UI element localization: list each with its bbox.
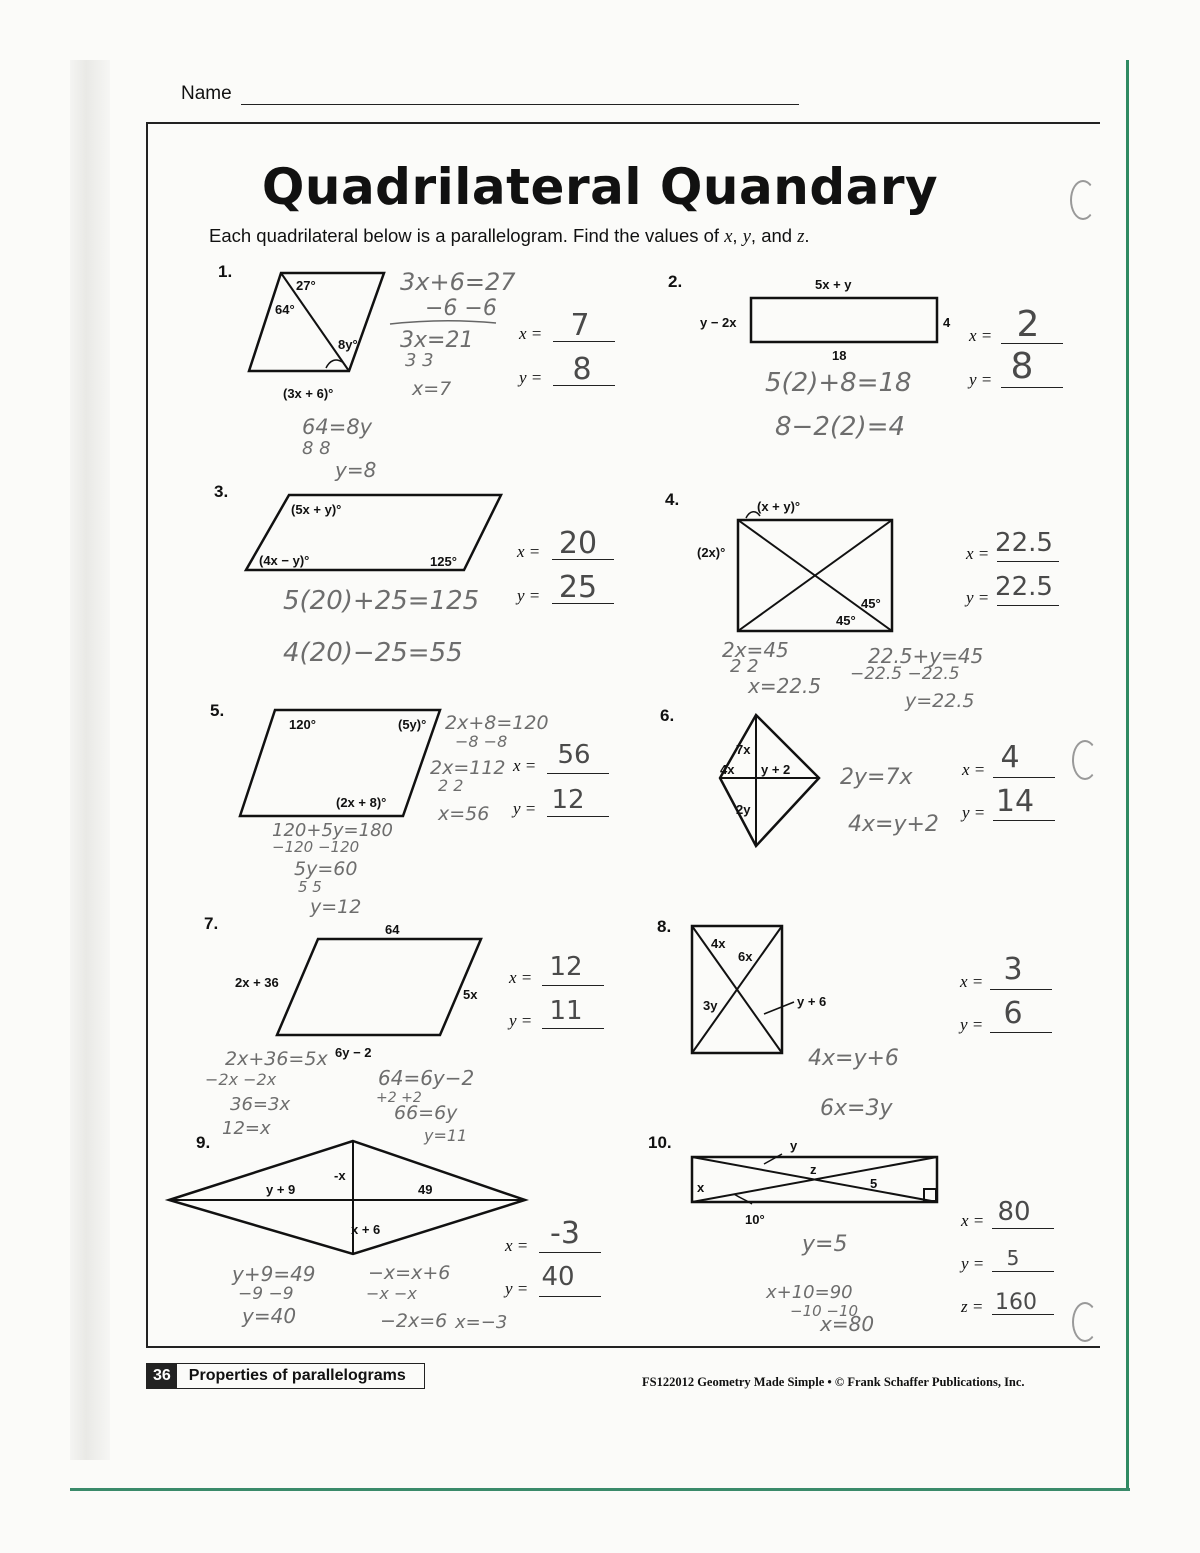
angle-label: (5x + y)° xyxy=(291,502,342,517)
handwritten-work: 2x+36=5x xyxy=(225,1048,328,1070)
angle-label: (x + y)° xyxy=(757,499,801,514)
answer-value: 4 xyxy=(1000,740,1020,775)
problem-number: 2. xyxy=(668,272,683,291)
answer-value: 14 xyxy=(995,784,1035,819)
side-label: 64 xyxy=(385,922,400,937)
handwritten-work: x=80 xyxy=(820,1312,875,1336)
handwritten-work: 36=3x xyxy=(230,1094,291,1115)
angle-label: 3y xyxy=(703,998,718,1013)
side-label: 6y − 2 xyxy=(335,1045,372,1060)
side-label: 18 xyxy=(832,348,847,363)
angle-label: (2x)° xyxy=(697,545,726,560)
problem-number: 4. xyxy=(665,490,680,509)
answer-label-x: x = xyxy=(960,972,984,991)
answer-label-y: y = xyxy=(962,803,986,822)
angle-label: 120° xyxy=(289,717,316,732)
angle-label: 45° xyxy=(836,613,856,628)
handwritten-work: −2x −2x xyxy=(205,1070,277,1089)
handwritten-work: −22.5 −22.5 xyxy=(850,664,960,684)
paper-binding-edge xyxy=(70,60,110,1460)
answer-line[interactable] xyxy=(992,1271,1054,1272)
problem-number: 9. xyxy=(196,1133,211,1152)
answer-label-x: x = xyxy=(966,544,990,563)
problem-number: 6. xyxy=(660,706,675,725)
answer-value: -3 xyxy=(550,1216,580,1251)
handwritten-work: 3 3 xyxy=(405,350,434,371)
page-title: Quadrilateral Quandary xyxy=(261,158,939,216)
handwritten-work: 2 2 xyxy=(438,776,464,795)
handwritten-work: 66=6y xyxy=(394,1102,458,1124)
angle-label: 45° xyxy=(861,596,881,611)
handwritten-work: 8 8 xyxy=(302,438,331,459)
handwritten-work: 5(20)+25=125 xyxy=(283,586,480,616)
answer-line[interactable] xyxy=(539,1296,601,1297)
desk-edge-bottom xyxy=(70,1488,1130,1491)
angle-label: 64° xyxy=(275,302,295,317)
handwritten-work: y=11 xyxy=(424,1126,468,1145)
handwritten-work: 2x=112 xyxy=(430,757,506,779)
angle-label: x xyxy=(697,1180,705,1195)
handwritten-work: 6x=3y xyxy=(820,1096,893,1121)
answer-line[interactable] xyxy=(547,773,609,774)
answer-value: 80 xyxy=(997,1197,1031,1227)
work-underline xyxy=(388,318,498,328)
handwritten-work: y=12 xyxy=(310,896,362,918)
instructions: Each quadrilateral below is a parallelogram. Find the values of x, y, and z. xyxy=(209,225,810,247)
answer-value: 22.5 xyxy=(995,572,1053,602)
answer-line[interactable] xyxy=(993,820,1055,821)
handwritten-work: −10 −10 xyxy=(790,1302,859,1320)
answer-line[interactable] xyxy=(1001,387,1063,388)
handwritten-work: +2 +2 xyxy=(376,1090,422,1106)
problem-number: 8. xyxy=(657,917,672,936)
handwritten-work: x=56 xyxy=(438,803,490,825)
angle-label: (3x + 6)° xyxy=(283,386,334,401)
rhombus-figure xyxy=(166,1138,528,1258)
handwritten-work: 5(2)+8=18 xyxy=(765,368,912,398)
side-label: 2x + 36 xyxy=(235,975,279,990)
handwritten-work: 2 2 xyxy=(730,656,759,677)
handwritten-work: 64=8y xyxy=(302,415,373,439)
angle-label: y xyxy=(790,1138,798,1153)
answer-line[interactable] xyxy=(993,777,1055,778)
answer-value: 3 xyxy=(1003,952,1023,987)
parallelogram-figure xyxy=(246,270,386,375)
topic-label: Properties of parallelograms xyxy=(188,1367,406,1384)
handwritten-work: y=8 xyxy=(335,458,377,482)
handwritten-work: y=40 xyxy=(242,1304,297,1328)
handwritten-work: x=7 xyxy=(412,378,452,400)
answer-label-y: y = xyxy=(517,586,541,605)
side-label: 5x + y xyxy=(815,277,852,292)
answer-value: 40 xyxy=(541,1262,575,1292)
handwritten-work: 4x=y+6 xyxy=(808,1046,899,1071)
handwritten-work: y=5 xyxy=(802,1232,848,1257)
angle-label: 8y° xyxy=(338,337,358,352)
handwritten-work: 5 5 xyxy=(298,878,322,896)
answer-line[interactable] xyxy=(997,605,1059,606)
segment-label: 49 xyxy=(418,1182,433,1197)
answer-label-y: y = xyxy=(519,368,543,387)
answer-label-y: y = xyxy=(966,588,990,607)
side-label: 4 xyxy=(943,315,951,330)
answer-line[interactable] xyxy=(990,989,1052,990)
answer-label-y: y = xyxy=(960,1015,984,1034)
angle-label: 27° xyxy=(296,278,316,293)
handwritten-work: −2x=6 xyxy=(380,1310,448,1332)
handwritten-work: 3x=21 xyxy=(400,328,474,353)
problem-number: 1. xyxy=(218,262,233,281)
handwritten-work: −6 −6 xyxy=(425,296,497,321)
handwritten-work: 64=6y−2 xyxy=(378,1066,475,1090)
angle-label: (5y)° xyxy=(398,717,427,732)
handwritten-work: 8−2(2)=4 xyxy=(775,412,906,442)
handwritten-work: 2x=45 xyxy=(722,638,789,662)
page-number: 36 xyxy=(147,1364,177,1388)
handwritten-work: −8 −8 xyxy=(455,732,508,751)
handwritten-work: −120 −120 xyxy=(272,838,360,856)
answer-label-x: x = xyxy=(519,324,543,343)
handwritten-work: 120+5y=180 xyxy=(272,820,393,841)
answer-line[interactable] xyxy=(539,1252,601,1253)
answer-line[interactable] xyxy=(992,1228,1054,1229)
handwritten-work: 3x+6=27 xyxy=(400,268,516,296)
angle-label: 10° xyxy=(745,1212,765,1227)
angle-label: 5 xyxy=(870,1176,878,1191)
answer-label-x: x = xyxy=(961,1211,985,1230)
publisher-credit: FS122012 Geometry Made Simple • © Frank Schaffer Publications, Inc. xyxy=(642,1375,1025,1389)
segment-label: 4x xyxy=(720,762,735,777)
handwritten-work: 5y=60 xyxy=(294,858,358,880)
parallelogram-figure xyxy=(275,936,485,1038)
answer-label-y: y = xyxy=(961,1254,985,1273)
answer-value: 8 xyxy=(1010,346,1034,387)
side-label: y − 2x xyxy=(700,315,737,330)
answer-label-x: x = xyxy=(969,326,993,345)
segment-label: y + 9 xyxy=(266,1182,296,1197)
angle-label: (4x − y)° xyxy=(259,553,310,568)
rectangle-figure xyxy=(750,296,940,346)
answer-value: 12 xyxy=(551,785,585,815)
answer-value: 5 xyxy=(1006,1246,1020,1270)
answer-label-x: x = xyxy=(517,542,541,561)
segment-label: y + 2 xyxy=(761,762,791,777)
handwritten-work: y+9=49 xyxy=(232,1262,316,1286)
angle-label: (2x + 8)° xyxy=(336,795,387,810)
handwritten-work: 12=x xyxy=(222,1118,271,1139)
side-label: 5x xyxy=(463,987,478,1002)
answer-value: 25 xyxy=(558,570,598,605)
handwritten-work: 2x+8=120 xyxy=(445,712,549,734)
handwritten-work: −x=x+6 xyxy=(368,1262,451,1284)
rectangle-figure xyxy=(690,924,786,1056)
problem-number: 5. xyxy=(210,701,225,720)
segment-label: 2y xyxy=(736,802,751,817)
handwritten-work: −9 −9 xyxy=(238,1284,294,1304)
answer-value: 8 xyxy=(572,352,592,387)
answer-label-y: y = xyxy=(969,370,993,389)
answer-value: 56 xyxy=(557,740,591,770)
answer-line[interactable] xyxy=(542,1028,604,1029)
answer-value: 22.5 xyxy=(995,528,1053,558)
answer-label-y: y = xyxy=(513,799,537,818)
answer-value: 7 xyxy=(570,308,590,343)
footer-topic-tag xyxy=(146,1363,425,1389)
answer-label-y: y = xyxy=(505,1279,529,1298)
answer-value: 11 xyxy=(549,996,583,1026)
problem-number: 10. xyxy=(648,1133,672,1152)
answer-label-z: z = xyxy=(961,1297,984,1316)
punch-hole xyxy=(1072,740,1098,780)
desk-edge-right xyxy=(1126,60,1129,1490)
angle-label: 6x xyxy=(738,949,753,964)
angle-label: y + 6 xyxy=(797,994,827,1009)
handwritten-work: x=22.5 xyxy=(748,674,822,698)
handwritten-work: 4(20)−25=55 xyxy=(283,638,463,668)
name-label: Name xyxy=(181,83,232,104)
handwritten-work: 4x=y+2 xyxy=(848,812,939,837)
segment-label: -x xyxy=(334,1168,346,1183)
handwritten-work: y=22.5 xyxy=(905,690,975,712)
answer-label-x: x = xyxy=(505,1236,529,1255)
answer-value: 6 xyxy=(1003,996,1023,1031)
name-field-line[interactable] xyxy=(241,104,799,105)
handwritten-work: 22.5+y=45 xyxy=(868,644,984,668)
answer-line[interactable] xyxy=(547,816,609,817)
answer-line[interactable] xyxy=(542,985,604,986)
handwritten-work: −x −x xyxy=(366,1284,417,1303)
segment-label: 7x xyxy=(736,742,751,757)
rectangle-figure xyxy=(736,518,896,634)
punch-hole xyxy=(1072,1302,1098,1342)
handwritten-work: 2y=7x xyxy=(840,765,913,790)
angle-label: 125° xyxy=(430,554,457,569)
answer-label-x: x = xyxy=(962,760,986,779)
answer-value: 12 xyxy=(549,952,583,982)
problem-number: 3. xyxy=(214,482,229,501)
answer-value: 160 xyxy=(995,1290,1037,1315)
answer-value: 20 xyxy=(558,526,598,561)
handwritten-work: x+10=90 xyxy=(766,1282,853,1303)
answer-value: 2 xyxy=(1016,304,1040,345)
handwritten-work: x=−3 xyxy=(455,1312,508,1333)
answer-label-y: y = xyxy=(509,1011,533,1030)
segment-label: x + 6 xyxy=(351,1222,381,1237)
answer-line[interactable] xyxy=(990,1032,1052,1033)
answer-line[interactable] xyxy=(997,561,1059,562)
answer-label-x: x = xyxy=(513,756,537,775)
angle-label: z xyxy=(810,1162,817,1177)
answer-label-x: x = xyxy=(509,968,533,987)
rhombus-figure xyxy=(718,712,823,850)
problem-number: 7. xyxy=(204,914,219,933)
angle-label: 4x xyxy=(711,936,726,951)
